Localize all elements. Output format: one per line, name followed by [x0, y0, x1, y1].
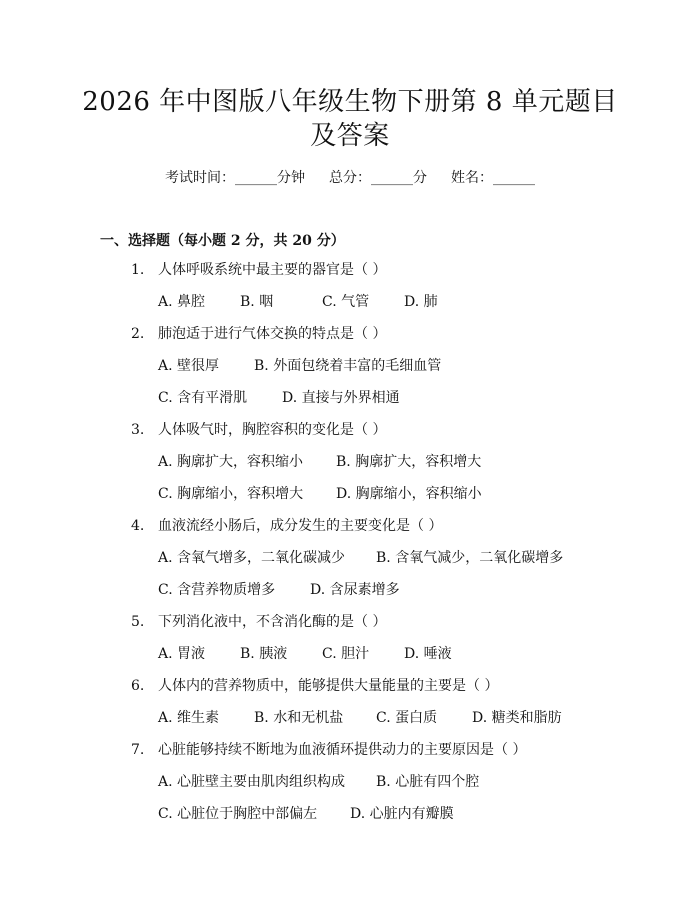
- section-title-multiple-choice: 一、选择题（每小题 2 分，共 20 分）: [100, 233, 345, 249]
- option-b: B. 水和无机盐: [254, 710, 344, 726]
- exam-time-field: 考试时间：______分钟: [165, 170, 305, 186]
- document-title-line-1: 2026 年中图版八年级生物下册第 8 单元题目: [82, 87, 618, 117]
- option-c: C. 气管: [322, 294, 370, 310]
- option-c: C. 蛋白质: [376, 710, 438, 726]
- question-number: 2.: [131, 326, 145, 342]
- option-c: C. 心脏位于胸腔中部偏左: [158, 806, 318, 822]
- exam-meta-line: [120, 168, 580, 188]
- option-c: C. 胆汁: [322, 646, 370, 662]
- option-a: A. 维生素: [158, 710, 220, 726]
- question-number: 5.: [131, 614, 145, 630]
- student-name-field: 姓名：______: [451, 170, 535, 186]
- question-stem: 人体吸气时，胸腔容积的变化是（ ）: [158, 422, 387, 438]
- option-a: A. 心脏壁主要由肌肉组织构成: [158, 774, 346, 790]
- option-c: C. 胸廓缩小，容积增大: [158, 486, 304, 502]
- option-b: B. 含氧气减少，二氧化碳增多: [376, 550, 564, 566]
- question-number: 1.: [131, 262, 145, 278]
- question-number: 4.: [131, 518, 145, 534]
- question-number: 3.: [131, 422, 145, 438]
- option-b: B. 外面包绕着丰富的毛细血管: [254, 358, 442, 374]
- question-stem: 人体呼吸系统中最主要的器官是（ ）: [158, 262, 387, 278]
- option-a: A. 壁很厚: [158, 358, 220, 374]
- question-stem: 人体内的营养物质中，能够提供大量能量的主要是（ ）: [158, 678, 499, 694]
- question-stem: 下列消化液中，不含消化酶的是（ ）: [158, 614, 387, 630]
- question-stem: 心脏能够持续不断地为血液循环提供动力的主要原因是（ ）: [158, 742, 527, 758]
- option-a: A. 含氧气增多，二氧化碳减少: [158, 550, 346, 566]
- question-number: 7.: [131, 742, 145, 758]
- total-score-field: 总分：______分: [329, 170, 427, 186]
- option-b: B. 胸廓扩大，容积增大: [336, 454, 482, 470]
- option-d: D. 唾液: [404, 646, 452, 662]
- option-a: A. 胸廓扩大，容积缩小: [158, 454, 304, 470]
- question-stem: 血液流经小肠后，成分发生的主要变化是（ ）: [158, 518, 443, 534]
- option-a: A. 胃液: [158, 646, 206, 662]
- option-d: D. 肺: [404, 294, 438, 310]
- option-d: D. 心脏内有瓣膜: [350, 806, 454, 822]
- question-stem: 肺泡适于进行气体交换的特点是（ ）: [158, 326, 387, 342]
- option-d: D. 直接与外界相通: [282, 390, 400, 406]
- option-c: C. 含营养物质增多: [158, 582, 276, 598]
- option-d: D. 胸廓缩小，容积缩小: [336, 486, 482, 502]
- option-b: B. 心脏有四个腔: [376, 774, 480, 790]
- question-number: 6.: [131, 678, 145, 694]
- option-c: C. 含有平滑肌: [158, 390, 248, 406]
- option-b: B. 胰液: [240, 646, 288, 662]
- option-d: D. 含尿素增多: [310, 582, 400, 598]
- option-b: B. 咽: [240, 294, 274, 310]
- document-title-line-2: 及答案: [310, 121, 390, 151]
- option-d: D. 糖类和脂肪: [472, 710, 562, 726]
- option-a: A. 鼻腔: [158, 294, 206, 310]
